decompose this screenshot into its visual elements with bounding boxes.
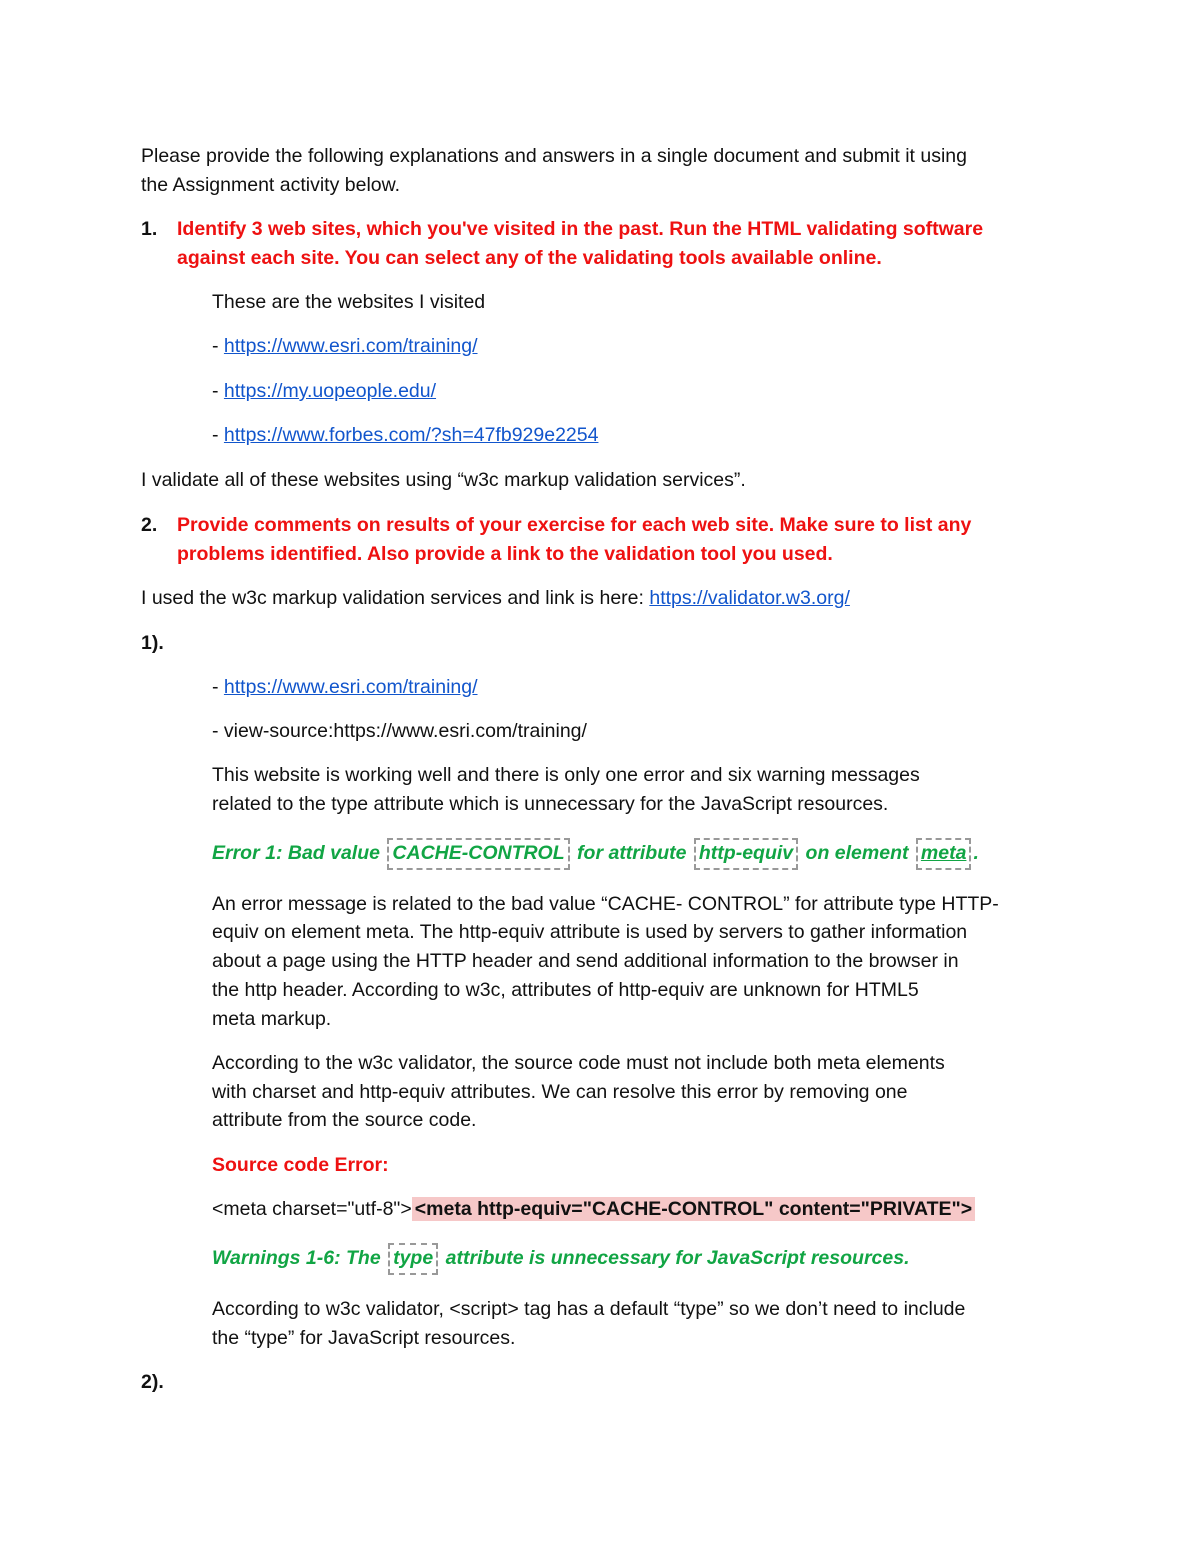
site-1-label: 1). xyxy=(141,632,164,654)
error-1-value-box: CACHE-CONTROL xyxy=(387,838,569,870)
link-esri-training[interactable]: https://www.esri.com/training/ xyxy=(223,335,478,357)
question-2-line-2: problems identified. Also provide a link to the validation tool you used. xyxy=(177,543,833,565)
question-2-number: 2. xyxy=(141,514,158,536)
question-1-number: 1. xyxy=(141,218,158,240)
dash: - xyxy=(212,380,224,402)
tool-text: I used the w3c markup validation services and link is here: xyxy=(141,587,650,609)
warnings-suffix: attribute is unnecessary for JavaScript resources. xyxy=(440,1247,910,1269)
question-1-line-1: Identify 3 web sites, which you've visited in the past. Run the HTML validating software xyxy=(177,218,984,240)
intro-line-1: Please provide the following explanations and answers in a single document and submit it using xyxy=(141,145,967,167)
site-2-label: 2). xyxy=(141,1371,164,1393)
explain-1-line-2: equiv on element meta. The http-equiv attribute is used by servers to gather information xyxy=(212,921,968,943)
question-1-line-2: against each site. You can select any of the validating tools available online. xyxy=(177,247,882,269)
dash: - xyxy=(212,676,224,698)
visited-link-row-1 xyxy=(212,332,478,361)
error-1-element-box: meta xyxy=(916,838,972,870)
warn-explain-line-2: the “type” for JavaScript resources. xyxy=(212,1327,516,1349)
source-code-error-label: Source code Error: xyxy=(212,1154,389,1176)
explain-1-line-5: meta markup. xyxy=(212,1008,332,1030)
error-1-line xyxy=(212,838,979,870)
visited-heading: These are the websites I visited xyxy=(212,291,486,313)
error-1-end: . xyxy=(973,842,979,864)
site-1-view-source: - view-source:https://www.esri.com/training/ xyxy=(212,720,587,742)
link-w3c-validator[interactable]: https://validator.w3.org/ xyxy=(649,587,850,609)
error-1-prefix: Error 1: Bad value xyxy=(212,842,386,864)
warnings-attr-box: type xyxy=(388,1243,438,1275)
intro-line-2: the Assignment activity below. xyxy=(141,174,401,196)
warn-explain-line-1: According to w3c validator, <script> tag has a default “type” so we don’t need to include xyxy=(212,1298,966,1320)
explain-1-line-3: about a page using the HTTP header and send additional information to the browser in xyxy=(212,950,959,972)
site-1-summary-line-1: This website is working well and there is only one error and six warning messages xyxy=(212,764,920,786)
dash: - xyxy=(212,424,224,446)
link-site-1-esri[interactable]: https://www.esri.com/training/ xyxy=(223,676,478,698)
warnings-prefix: Warnings 1-6: The xyxy=(212,1247,387,1269)
link-forbes[interactable]: https://www.forbes.com/?sh=47fb929e2254 xyxy=(223,424,599,446)
explain-2-line-2: with charset and http-equiv attributes. We can resolve this error by removing one xyxy=(212,1081,908,1103)
code-plain: <meta charset="utf-8"> xyxy=(212,1198,412,1220)
dash: - xyxy=(212,335,224,357)
error-1-attr-box: http-equiv xyxy=(694,838,798,870)
question-2-line-1: Provide comments on results of your exercise for each web site. Make sure to list any xyxy=(177,514,972,536)
explain-2-line-3: attribute from the source code. xyxy=(212,1109,477,1131)
explain-1-line-1: An error message is related to the bad value “CACHE- CONTROL” for attribute type HTTP- xyxy=(212,893,999,915)
warnings-line xyxy=(212,1243,910,1275)
error-1-mid-2: on element xyxy=(800,842,914,864)
explain-1-line-4: the http header. According to w3c, attributes of http-equiv are unknown for HTML5 xyxy=(212,979,919,1001)
visited-link-row-2 xyxy=(212,377,436,406)
site-1-url-row xyxy=(212,673,478,702)
error-1-mid-1: for attribute xyxy=(571,842,692,864)
tool-line xyxy=(141,584,850,613)
code-highlight: <meta http-equiv="CACHE-CONTROL" content="PRIVATE"> xyxy=(412,1197,975,1221)
site-1-summary-line-2: related to the type attribute which is unnecessary for the JavaScript resources. xyxy=(212,793,889,815)
validate-note: I validate all of these websites using “w3c markup validation services”. xyxy=(141,469,746,491)
explain-2-line-1: According to the w3c validator, the source code must not include both meta elements xyxy=(212,1052,945,1074)
link-uopeople[interactable]: https://my.uopeople.edu/ xyxy=(223,380,437,402)
visited-link-row-3 xyxy=(212,421,598,450)
source-code-line xyxy=(212,1195,975,1224)
